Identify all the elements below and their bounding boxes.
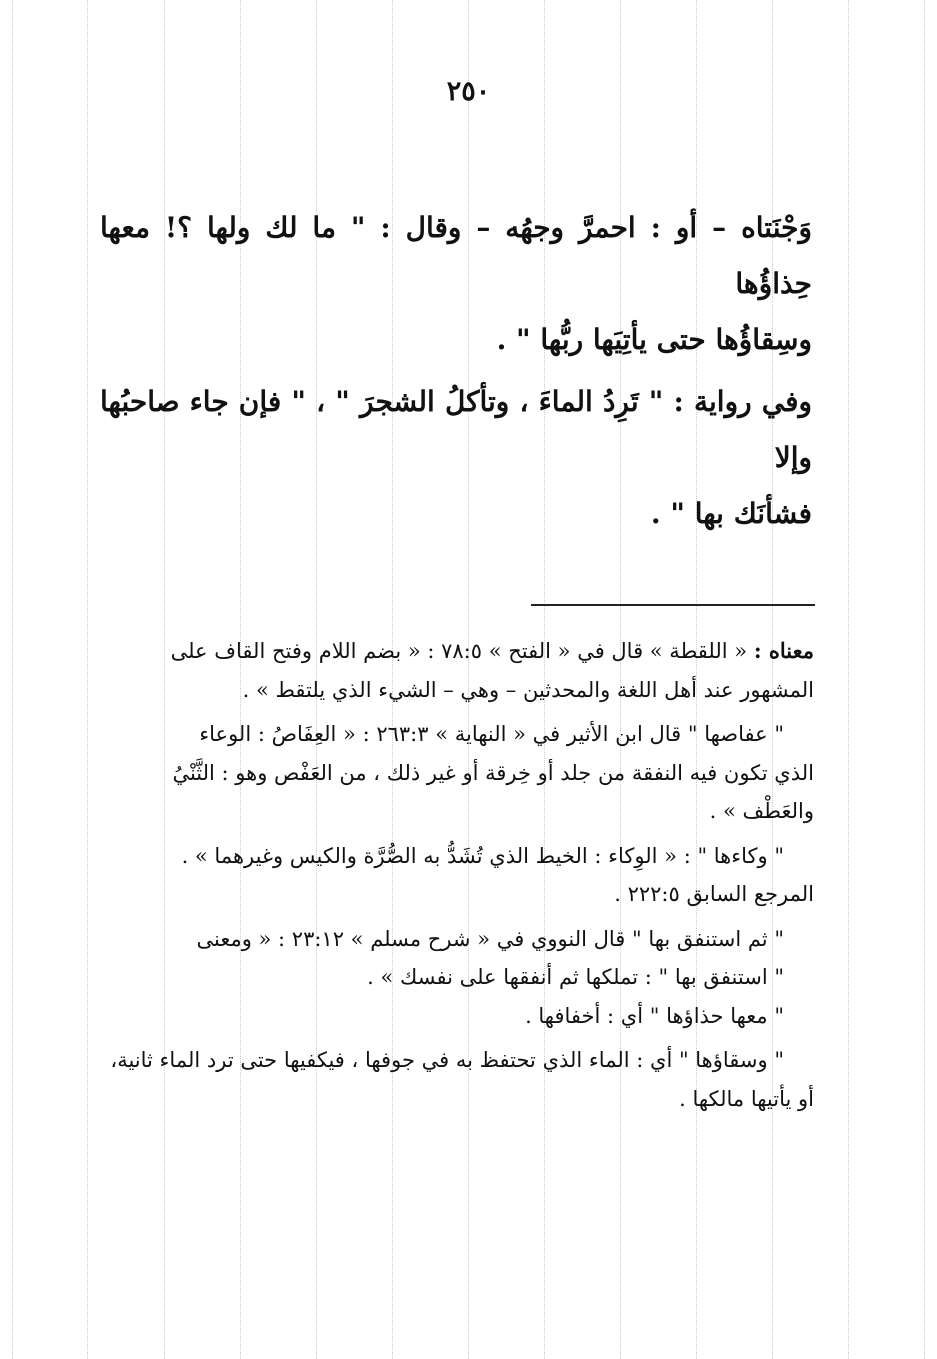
footnote-divider [531, 604, 815, 606]
footnote-line: " ثم استنفق بها " قال النووي في « شرح مسلم » ٢٣:١٢ : « ومعنى [196, 926, 784, 951]
main-text-line: وَجْنَتاه – أو : احمرَّ وجهُه – وقال : " ما لك ولها ؟! معها حِذاؤُها [100, 211, 812, 300]
footnote-line: " وكاءها " : « الوِكاء : الخيط الذي تُشَدُّ به الصُّرَّة والكيس وغيرهما » . [181, 843, 784, 868]
footnote-heading: معناه : [753, 638, 814, 663]
scan-dotted-guide-left [12, 0, 13, 1359]
scan-dotted-guide-right [924, 0, 925, 1359]
footnote-text: « اللقطة » قال في « الفتح » ٧٨:٥ : « بضم اللام وفتح القاف على [170, 639, 748, 663]
footnote-line: المرجع السابق ٢٢٢:٥ . [614, 882, 814, 906]
page-number: ٢٥٠ [446, 76, 491, 107]
scan-dotted-guide [87, 0, 88, 1359]
footnote-line: " معها حذاؤها " أي : أخفافها . [525, 1003, 784, 1028]
scan-dotted-guide [848, 0, 849, 1359]
footnote-line: أو يأتيها مالكها . [679, 1086, 814, 1111]
main-text [100, 200, 812, 542]
main-text-line: فشأنَك بها " . [650, 497, 812, 530]
footnote-line: " عفاصها " قال ابن الأثير في « النهاية » ٢٦٣:٣ : « العِفَاصُ : الوعاء [199, 722, 784, 746]
footnote-line: " وسقاؤها " أي : الماء الذي تحتفظ به في جوفها ، فيكفيها حتى ترد الماء ثانية، [110, 1048, 784, 1072]
footnote-line: المشهور عند أهل اللغة والمحدثين – وهي – الشيء الذي يلتقط » . [242, 677, 814, 702]
footnote-line [102, 632, 814, 671]
main-text-line: وسِقاؤُها حتى يأتِيَها ربُّها " . [496, 323, 812, 356]
footnote-line: " استنفق بها " : تملكها ثم أنفقها على نفسك » . [367, 965, 784, 989]
main-text-line: وفي رواية : " تَرِدُ الماءَ ، وتأكلُ الشجرَ " ، " فإن جاء صاحبُها وإلا [100, 385, 812, 474]
footnote-line: الذي تكون فيه النفقة من جلد أو خِرقة أو غير ذلك ، من العَفْص وهو : الثَّنْيُ [172, 760, 814, 785]
footnotes [102, 632, 814, 1118]
footnote-line: والعَطْف » . [709, 799, 814, 823]
